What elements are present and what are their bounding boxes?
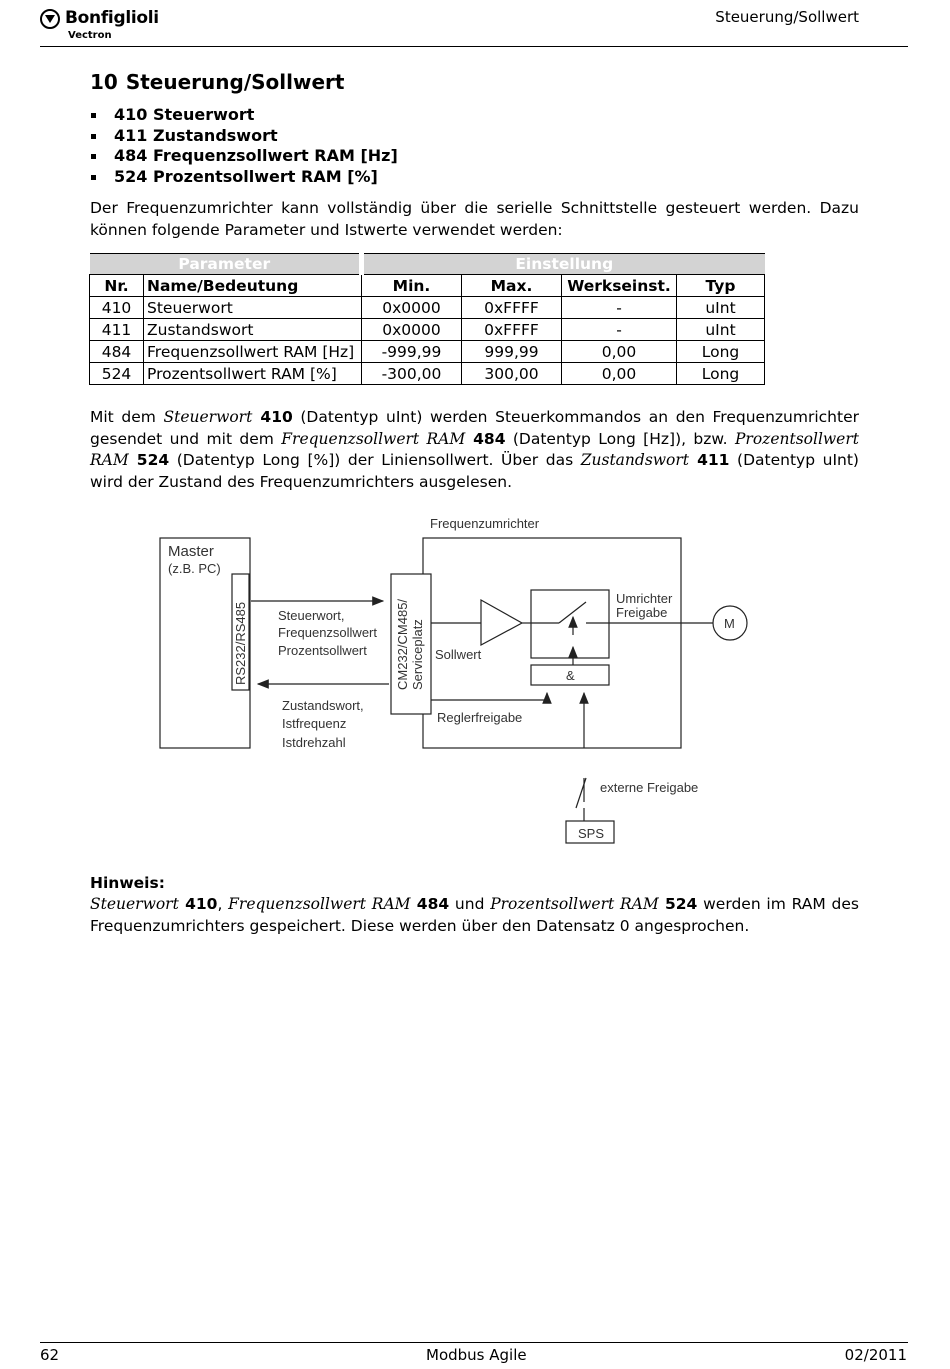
- receive-label-2: Istfrequenz: [282, 716, 347, 731]
- param-name: Frequenzsollwert RAM: [228, 895, 411, 913]
- master-label: Master: [168, 543, 214, 560]
- switch-box: [531, 590, 609, 658]
- footer-date: 02/2011: [844, 1346, 907, 1364]
- cm-label-2: Serviceplatz: [410, 619, 425, 690]
- chapter-title: Steuerung/Sollwert: [125, 70, 345, 94]
- table-cell: Long: [677, 363, 765, 385]
- table-cell: 0x0000: [362, 297, 462, 319]
- param-number: 524: [658, 895, 698, 913]
- table-cell: 300,00: [462, 363, 562, 385]
- param-number: 484: [410, 895, 450, 913]
- param-number: 411: [689, 451, 730, 469]
- table-cell: 0xFFFF: [462, 319, 562, 341]
- amplifier-symbol: [481, 600, 522, 645]
- sub-brand-name: Vectron: [68, 30, 112, 41]
- group-header-einstellung: Einstellung: [362, 254, 765, 275]
- text-run: Mit dem: [90, 408, 164, 426]
- column-header: Typ: [677, 275, 765, 297]
- text-run: ,: [217, 895, 229, 913]
- param-number: 484: [465, 429, 506, 448]
- list-item: 410 Steuerwort: [90, 105, 398, 126]
- table-group-header-row: [90, 254, 765, 275]
- brand-name: Bonfiglioli: [65, 8, 159, 28]
- table-cell: -: [562, 319, 677, 341]
- table-row: [90, 319, 765, 341]
- parameter-table: [89, 253, 765, 385]
- table-cell: 999,99: [462, 341, 562, 363]
- table-row: [90, 297, 765, 319]
- table-cell: 0x0000: [362, 319, 462, 341]
- param-name: Prozentsollwert RAM: [90, 429, 859, 469]
- table-cell: Prozentsollwert RAM [%]: [144, 363, 362, 385]
- group-header-parameter: Parameter: [90, 254, 362, 275]
- receive-label-1: Zustandswort,: [282, 698, 364, 713]
- table-header-row: [90, 275, 765, 297]
- intro-paragraph: Der Frequenzumrichter kann vollständig über die serielle Schnittstelle gesteuert werden. Dazu können folgende Parameter und Istwerte verwendet werden:: [90, 199, 859, 239]
- rs-label: RS232/RS485: [233, 601, 248, 685]
- motor-label: M: [724, 616, 735, 631]
- diagram-title: Frequenzumrichter: [430, 516, 540, 531]
- param-name: Frequenzsollwert RAM: [281, 429, 466, 448]
- param-name: Steuerwort: [90, 895, 179, 913]
- table-cell: -300,00: [362, 363, 462, 385]
- text-run: (Datentyp Long [%]) der Liniensollwert. Über das: [169, 451, 581, 469]
- sps-label: SPS: [578, 826, 605, 841]
- text-run: (Datentyp Long [Hz]), bzw.: [505, 429, 735, 448]
- table-cell: 0,00: [562, 341, 677, 363]
- text-run: werden im RAM des Frequenzumrichters gespeichert. Diese werden über den Datensatz 0 angesprochen.: [90, 895, 859, 935]
- master-sub-label: (z.B. PC): [168, 561, 221, 576]
- text-run: und: [449, 895, 491, 913]
- cm-label-1: CM232/CM485/: [395, 598, 410, 690]
- receive-label-3: Istdrehzahl: [282, 735, 346, 750]
- external-enable-label: externe Freigabe: [600, 780, 699, 795]
- send-label-3: Prozentsollwert: [278, 643, 367, 658]
- text-run: (Datentyp uInt) werden Steuerkommandos an den Frequenzumrichter gesendet und mit dem: [90, 408, 859, 448]
- footer-rule: [40, 1342, 908, 1343]
- chapter-heading: [90, 70, 344, 94]
- parameter-list: [90, 105, 398, 187]
- note-heading: Hinweis:: [90, 874, 165, 892]
- table-cell: Long: [677, 341, 765, 363]
- table-cell: uInt: [677, 319, 765, 341]
- reglerfreigabe-line: [431, 693, 547, 700]
- param-number: 524: [128, 451, 170, 469]
- table-cell: Frequenzsollwert RAM [Hz]: [144, 341, 362, 363]
- header-section-title: Steuerung/Sollwert: [715, 8, 859, 26]
- table-cell: 0xFFFF: [462, 297, 562, 319]
- table-cell: 524: [90, 363, 144, 385]
- table-cell: Steuerwort: [144, 297, 362, 319]
- table-cell: 0,00: [562, 363, 677, 385]
- umrichter-label-1: Umrichter: [616, 591, 673, 606]
- param-name: Steuerwort: [163, 408, 253, 426]
- param-name: Prozentsollwert RAM: [490, 895, 659, 913]
- text-run: (Datentyp uInt) wird der Zustand des Frequenzumrichters ausgelesen.: [90, 451, 859, 491]
- reglerfreigabe-label: Reglerfreigabe: [437, 710, 523, 725]
- list-item: 484 Frequenzsollwert RAM [Hz]: [90, 146, 398, 167]
- table-cell: Zustandswort: [144, 319, 362, 341]
- sollwert-label: Sollwert: [435, 647, 482, 662]
- table-row: [90, 363, 765, 385]
- chapter-number: 10: [90, 70, 118, 94]
- description-paragraph: [90, 407, 859, 493]
- column-header: Name/Bedeutung: [144, 275, 362, 297]
- and-gate-label: &: [566, 668, 575, 683]
- brand-logo: [40, 8, 170, 44]
- table-cell: 410: [90, 297, 144, 319]
- footer-title: Modbus Agile: [426, 1346, 527, 1364]
- header-rule: [40, 46, 908, 47]
- column-header: Max.: [462, 275, 562, 297]
- umrichter-label-2: Freigabe: [616, 605, 668, 620]
- column-header: Werkseinst.: [562, 275, 677, 297]
- bonfiglioli-logo-icon: [40, 9, 60, 29]
- param-name: Zustandswort: [580, 451, 690, 469]
- param-number: 410: [178, 895, 218, 913]
- block-diagram: [150, 510, 770, 855]
- note-paragraph: [90, 894, 859, 937]
- page-number: 62: [40, 1346, 60, 1364]
- send-label-1: Steuerwort,: [278, 608, 345, 623]
- column-header: Min.: [362, 275, 462, 297]
- list-item: 524 Prozentsollwert RAM [%]: [90, 167, 398, 188]
- table-cell: 411: [90, 319, 144, 341]
- list-item: 411 Zustandswort: [90, 126, 398, 147]
- table-cell: uInt: [677, 297, 765, 319]
- table-cell: 484: [90, 341, 144, 363]
- table-cell: -: [562, 297, 677, 319]
- table-row: [90, 341, 765, 363]
- param-number: 410: [252, 408, 293, 426]
- send-label-2: Frequenzsollwert: [278, 625, 377, 640]
- column-header: Nr.: [90, 275, 144, 297]
- table-cell: -999,99: [362, 341, 462, 363]
